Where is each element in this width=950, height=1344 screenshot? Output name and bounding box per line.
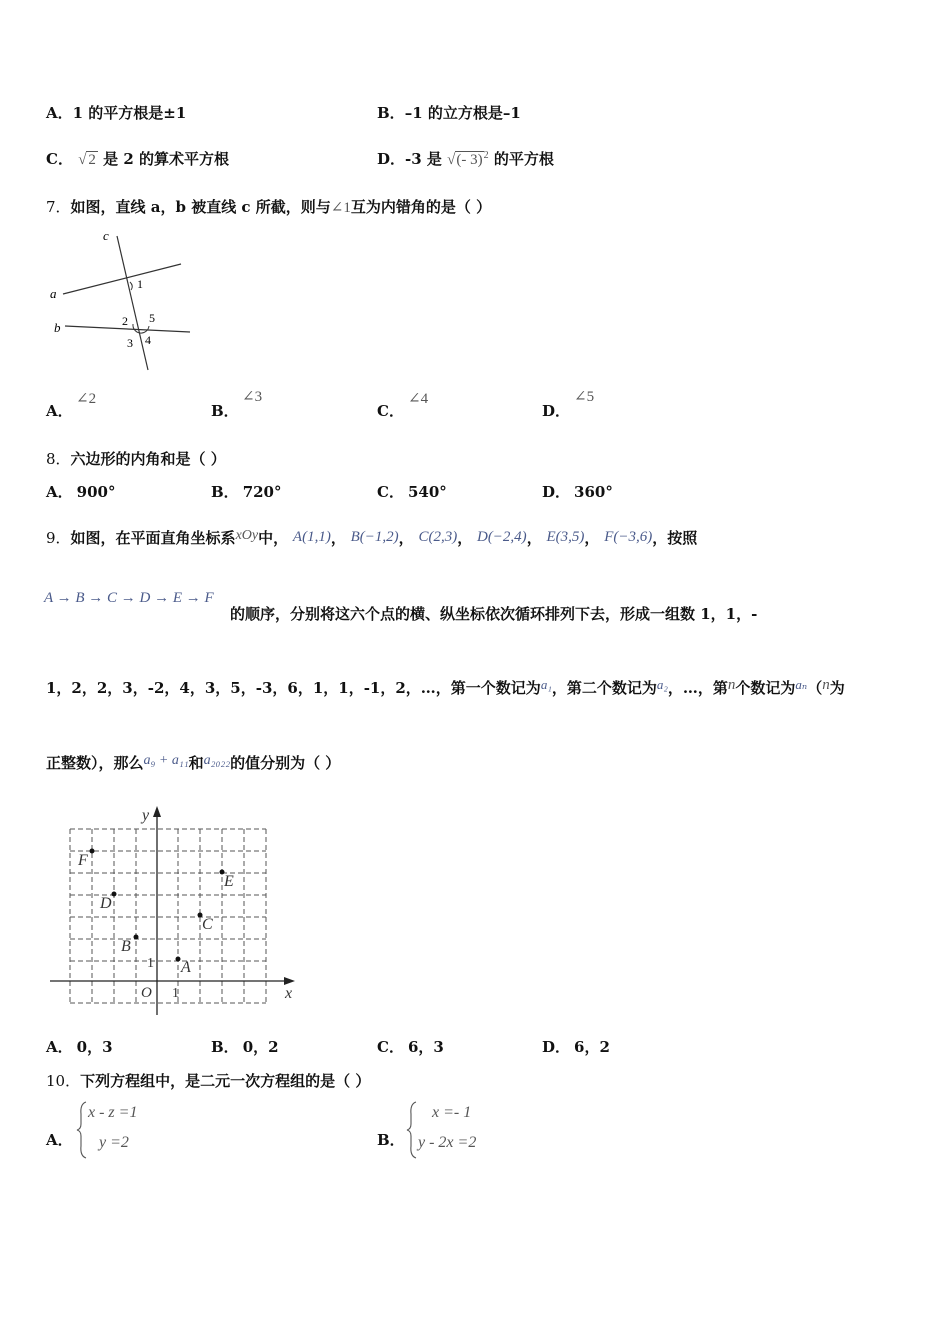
q8-option-b <box>211 481 282 502</box>
q7-angle1-arc <box>130 282 132 290</box>
q9-point-a-label: A <box>181 959 191 976</box>
q9-line3-mid: ，第二个数记为 <box>551 679 657 697</box>
q7-label-4: 4 <box>145 333 151 347</box>
q9-x-arrow-icon <box>284 977 295 985</box>
q10-option-b-eq1: x =- 1 <box>432 1104 472 1121</box>
q9-after-points: ，按照 <box>652 529 698 547</box>
q9-option-b-value: 0，2 <box>242 1038 279 1056</box>
q7-option-a <box>46 400 73 421</box>
q9-option-d <box>542 1036 610 1057</box>
q9-stem-start: 如图，在平面直角坐标系 <box>70 529 236 547</box>
q8-stem <box>46 448 226 469</box>
q6-option-c-sqrt: √ 2 <box>78 152 96 168</box>
q8-option-d-value: 360° <box>574 483 613 501</box>
q7-label-b: b <box>54 320 61 335</box>
q9-sep: ， <box>457 529 473 547</box>
q6-option-d-sqrt: √(- 3)$^2$ <box>447 150 489 168</box>
q9-option-a <box>46 1036 113 1057</box>
q9-line4-start: 正整数），那么 <box>46 754 144 772</box>
q7-label-2: 2 <box>122 314 128 328</box>
q7-figure <box>45 228 205 378</box>
q8-option-a-value: 900° <box>76 483 116 501</box>
q9-point-d-label: D <box>100 895 112 912</box>
q7-angle-arc-b <box>133 324 149 333</box>
q9-point-d-dot <box>112 892 117 897</box>
q6-option-c <box>46 148 229 169</box>
q8-option-a <box>46 481 115 502</box>
q9-line3-mid2: ，…，第 <box>667 679 728 697</box>
q9-sep: ， <box>398 529 414 547</box>
q7-option-b-label: B． <box>211 402 239 420</box>
q7-stem-before: 如图，直线 a，b 被直线 c 所截，则与 <box>70 198 331 216</box>
q9-point-b: B(−1,2) <box>350 529 399 545</box>
q9-point-b-label: B <box>121 938 131 955</box>
q8-option-d <box>542 481 613 502</box>
q8-option-b-label: B． <box>211 483 239 501</box>
q9-option-b <box>211 1036 279 1057</box>
q9-line3-end: 为 <box>829 679 845 697</box>
q9-option-d-value: 6，2 <box>574 1038 610 1056</box>
q6-option-a-text: 1 的平方根是±1 <box>72 104 187 122</box>
q9-system: xOy <box>235 528 259 543</box>
q6-option-c-radicand: 2 <box>88 152 96 168</box>
q9-option-a-label: A． <box>46 1038 73 1056</box>
q6-option-d-radicand: (- 3) <box>456 152 483 168</box>
q9-n2: n <box>822 677 830 693</box>
q7-option-c <box>377 400 404 421</box>
q9-n: n <box>727 677 736 693</box>
q9-point-a-dot <box>176 957 181 962</box>
q7-angle: ∠1 <box>330 200 351 216</box>
q9-option-a-value: 0，3 <box>76 1038 113 1056</box>
q10-option-a-label: A． <box>46 1131 73 1149</box>
q9-point-b-dot <box>134 935 139 940</box>
q8-option-b-value: 720° <box>242 483 282 501</box>
q9-coordinate-graph <box>45 800 305 1020</box>
q9-point-c: C(2,3) <box>418 529 458 545</box>
q6-option-b <box>377 102 521 123</box>
q9-point-e: E(3,5) <box>546 529 585 545</box>
q8-number: 8． <box>46 450 71 468</box>
q9-tick-x-1: 1 <box>172 986 179 1001</box>
q9-point-c-label: C <box>202 916 213 933</box>
q9-point-f: F(−3,6) <box>604 529 653 545</box>
q9-expr1: a₉ + a₁₁ <box>143 753 189 768</box>
q9-sep: ， <box>584 529 600 547</box>
q9-sep: ， <box>330 529 346 547</box>
q6-option-d-prefix: -3 是 <box>405 150 442 168</box>
q7-label-a: a <box>50 286 57 301</box>
q9-point-a: A(1,1) <box>292 529 331 545</box>
q10-number: 10． <box>46 1072 81 1090</box>
q9-line4 <box>46 752 340 773</box>
q9-point-e-label: E <box>224 873 234 890</box>
q10-option-b-eq2: y - 2x =2 <box>418 1134 477 1151</box>
q8-option-a-label: A． <box>46 483 73 501</box>
q9-expr2: a₂₀₂₂ <box>203 753 231 768</box>
q6-option-d-text: 的平方根 <box>493 150 554 168</box>
q8-stem-text: 六边形的内角和是（ ） <box>70 450 226 468</box>
q6-option-d-exponent: 2 <box>483 150 489 161</box>
q7-option-d-value: ∠5 <box>574 389 595 405</box>
q7-label-5: 5 <box>149 311 155 325</box>
q8-option-d-label: D． <box>542 483 571 501</box>
q9-a2: a₂ <box>656 677 668 692</box>
q7-option-c-label: C． <box>377 402 404 420</box>
q9-mid: 中， <box>258 529 289 547</box>
q9-an: aₙ <box>795 677 808 692</box>
q7-option-b <box>211 400 239 421</box>
q10-stem <box>46 1070 370 1091</box>
q9-origin-label: O <box>141 985 152 1001</box>
q9-line3-mid3: 个数记为 <box>735 679 796 697</box>
q6-option-c-label: C． <box>46 150 73 168</box>
q6-option-d-label: D． <box>377 150 406 168</box>
q10-option-a-eq1: x - z =1 <box>88 1104 138 1121</box>
q7-option-b-value: ∠3 <box>242 389 263 405</box>
q7-label-c: c <box>103 228 109 243</box>
q7-option-a-label: A． <box>46 402 73 420</box>
q9-point-f-label: F <box>78 852 88 869</box>
q8-option-c-label: C． <box>377 483 404 501</box>
q9-y-arrow-icon <box>153 806 161 817</box>
q9-option-c <box>377 1036 444 1057</box>
q6-option-d <box>377 148 554 169</box>
q9-y-label: y <box>142 807 150 824</box>
q9-x-label: x <box>285 985 293 1002</box>
q9-line4-mid: 和 <box>188 754 204 772</box>
q7-label-3: 3 <box>127 336 133 350</box>
q8-option-c <box>377 481 447 502</box>
q9-line4-end: 的值分别为（ ） <box>230 754 341 772</box>
q7-option-d <box>542 400 570 421</box>
q10-option-b-label: B． <box>377 1131 405 1149</box>
q7-option-a-value: ∠2 <box>76 391 97 407</box>
q9-line3-open: （ <box>807 679 823 697</box>
q9-line3 <box>46 677 845 698</box>
q6-option-a <box>46 102 186 123</box>
q7-stem <box>46 196 491 217</box>
q6-option-a-label: A． <box>46 104 73 122</box>
q7-option-c-value: ∠4 <box>408 391 429 407</box>
q7-option-d-label: D． <box>542 402 571 420</box>
q9-sequence: A → B → C → D → E → F <box>44 590 214 606</box>
q9-option-d-label: D． <box>542 1038 571 1056</box>
q9-line1 <box>46 527 697 548</box>
q6-option-b-text: –1 的立方根是–1 <box>404 104 521 122</box>
q10-stem-text: 下列方程组中，是二元一次方程组的是（ ） <box>80 1072 371 1090</box>
q9-grid <box>70 829 266 1003</box>
q9-line2: 的顺序，分别将这六个点的横、纵坐标依次循环排列下去，形成一组数 1，1，- <box>230 605 758 623</box>
q7-label-1: 1 <box>137 277 143 291</box>
q9-sep: ， <box>526 529 542 547</box>
q9-a1: a₁ <box>540 677 552 692</box>
q7-number: 7． <box>46 198 71 216</box>
q9-line3-text: 1，2，2，3，-2，4，3，5，-3，6，1，1，-1，2，…，第一个数记为 <box>46 679 541 697</box>
q9-tick-y-1: 1 <box>147 956 154 971</box>
q9-number: 9． <box>46 529 71 547</box>
q6-option-b-label: B． <box>377 104 405 122</box>
q9-point-d: D(−2,4) <box>476 529 527 545</box>
q6-option-c-text: 是 2 的算术平方根 <box>103 150 230 168</box>
q9-option-c-value: 6，3 <box>407 1038 444 1056</box>
q9-option-c-label: C． <box>377 1038 404 1056</box>
q8-option-c-value: 540° <box>407 483 447 501</box>
q9-option-b-label: B． <box>211 1038 239 1056</box>
q7-line-a <box>63 264 181 294</box>
q7-stem-after: 互为内错角的是（ ） <box>350 198 492 216</box>
q10-option-a-eq2: y =2 <box>99 1134 129 1151</box>
q9-point-f-dot <box>90 849 95 854</box>
